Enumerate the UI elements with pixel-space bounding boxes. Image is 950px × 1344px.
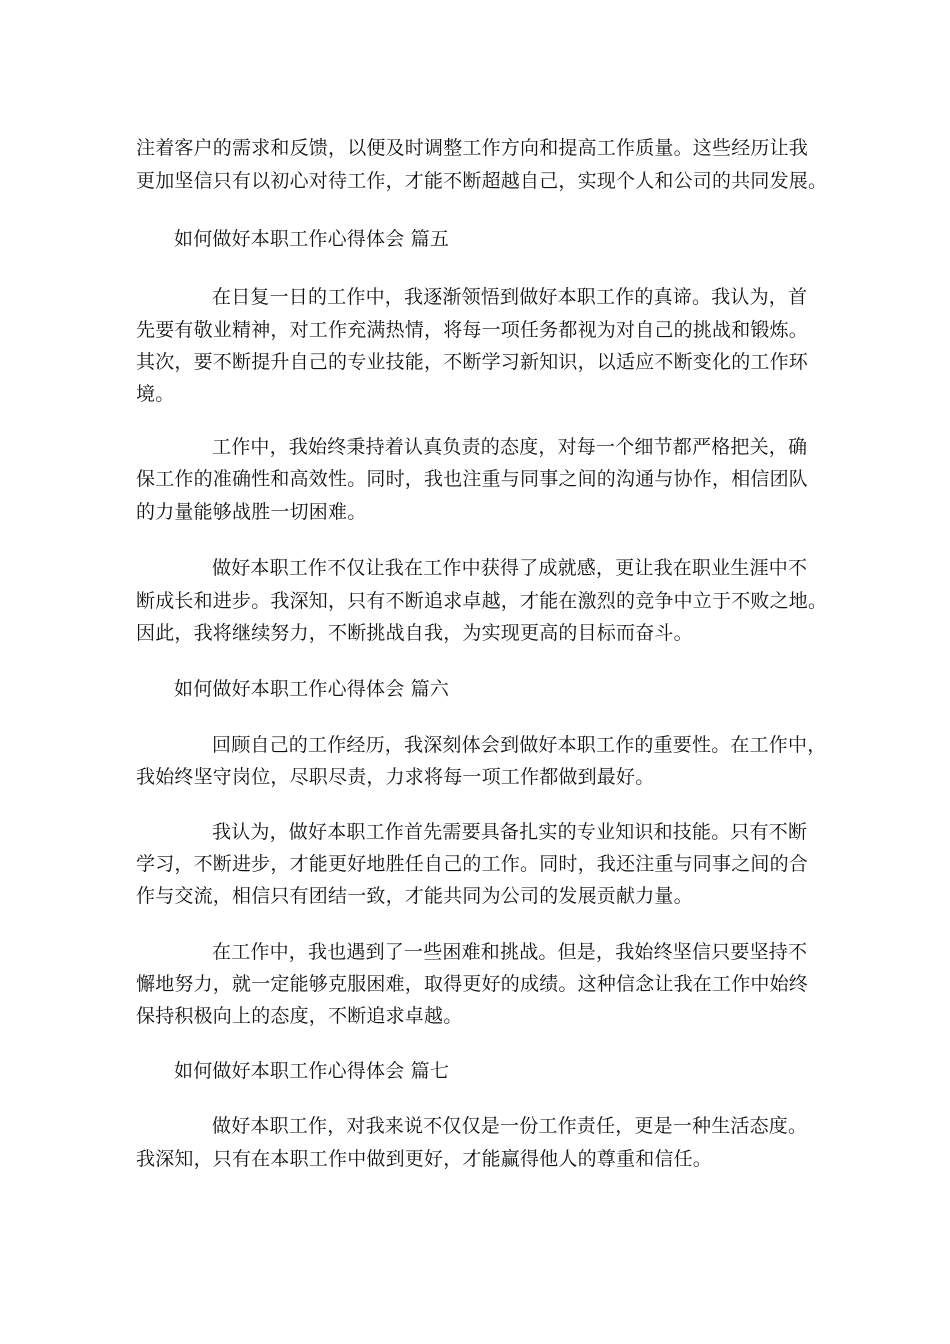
body-line: 我深知，只有在本职工作中做到更好，才能赢得他人的尊重和信任。 (136, 1148, 713, 1170)
paragraph-first-line: 在工作中，我也遇到了一些困难和挑战。但是，我始终坚信只要坚持不 (212, 941, 808, 963)
body-line: 注着客户的需求和反馈，以便及时调整工作方向和提高工作质量。这些经历让我 (136, 137, 809, 159)
body-line: 先要有敬业精神，对工作充满热情，将每一项任务都视为对自己的挑战和锻炼。 (136, 319, 809, 341)
body-line: 其次，要不断提升自己的专业技能，不断学习新知识，以适应不断变化的工作环 (136, 351, 809, 373)
body-line: 更加坚信只有以初心对待工作，才能不断超越自己，实现个人和公司的共同发展。 (136, 170, 828, 192)
body-line: 保工作的准确性和高效性。同时，我也注重与同事之间的沟通与协作，相信团队 (136, 468, 809, 490)
body-line: 因此，我将继续努力，不断挑战自我，为实现更高的目标而奋斗。 (136, 622, 693, 644)
body-line: 断成长和进步。我深知，只有不断追求卓越，才能在激烈的竞争中立于不败之地。 (136, 590, 828, 612)
body-line: 境。 (136, 383, 175, 405)
section-heading: 如何做好本职工作心得体会 篇五 (174, 228, 450, 250)
body-line: 懈地努力，就一定能够克服困难，取得更好的成绩。这种信念让我在工作中始终 (136, 973, 809, 995)
paragraph-first-line: 我认为，做好本职工作首先需要具备扎实的专业知识和技能。只有不断 (212, 821, 808, 843)
body-line: 的力量能够战胜一切困难。 (136, 501, 367, 523)
paragraph-first-line: 工作中，我始终秉持着认真负责的态度，对每一个细节都严格把关，确 (212, 436, 808, 458)
paragraph-first-line: 做好本职工作不仅让我在工作中获得了成就感，更让我在职业生涯中不 (212, 557, 808, 579)
paragraph-first-line: 在日复一日的工作中，我逐渐领悟到做好本职工作的真谛。我认为，首 (212, 286, 808, 308)
section-heading: 如何做好本职工作心得体会 篇六 (174, 678, 450, 700)
body-line: 学习，不断进步，才能更好地胜任自己的工作。同时，我还注重与同事之间的合 (136, 853, 809, 875)
paragraph-first-line: 回顾自己的工作经历，我深刻体会到做好本职工作的重要性。在工作中， (212, 734, 827, 756)
paragraph-first-line: 做好本职工作，对我来说不仅仅是一份工作责任，更是一种生活态度。 (212, 1115, 808, 1137)
body-line: 我始终坚守岗位，尽职尽责，力求将每一项工作都做到最好。 (136, 766, 655, 788)
body-line: 作与交流，相信只有团结一致，才能共同为公司的发展贡献力量。 (136, 885, 693, 907)
body-line: 保持积极向上的态度，不断追求卓越。 (136, 1005, 463, 1027)
section-heading: 如何做好本职工作心得体会 篇七 (174, 1060, 450, 1082)
